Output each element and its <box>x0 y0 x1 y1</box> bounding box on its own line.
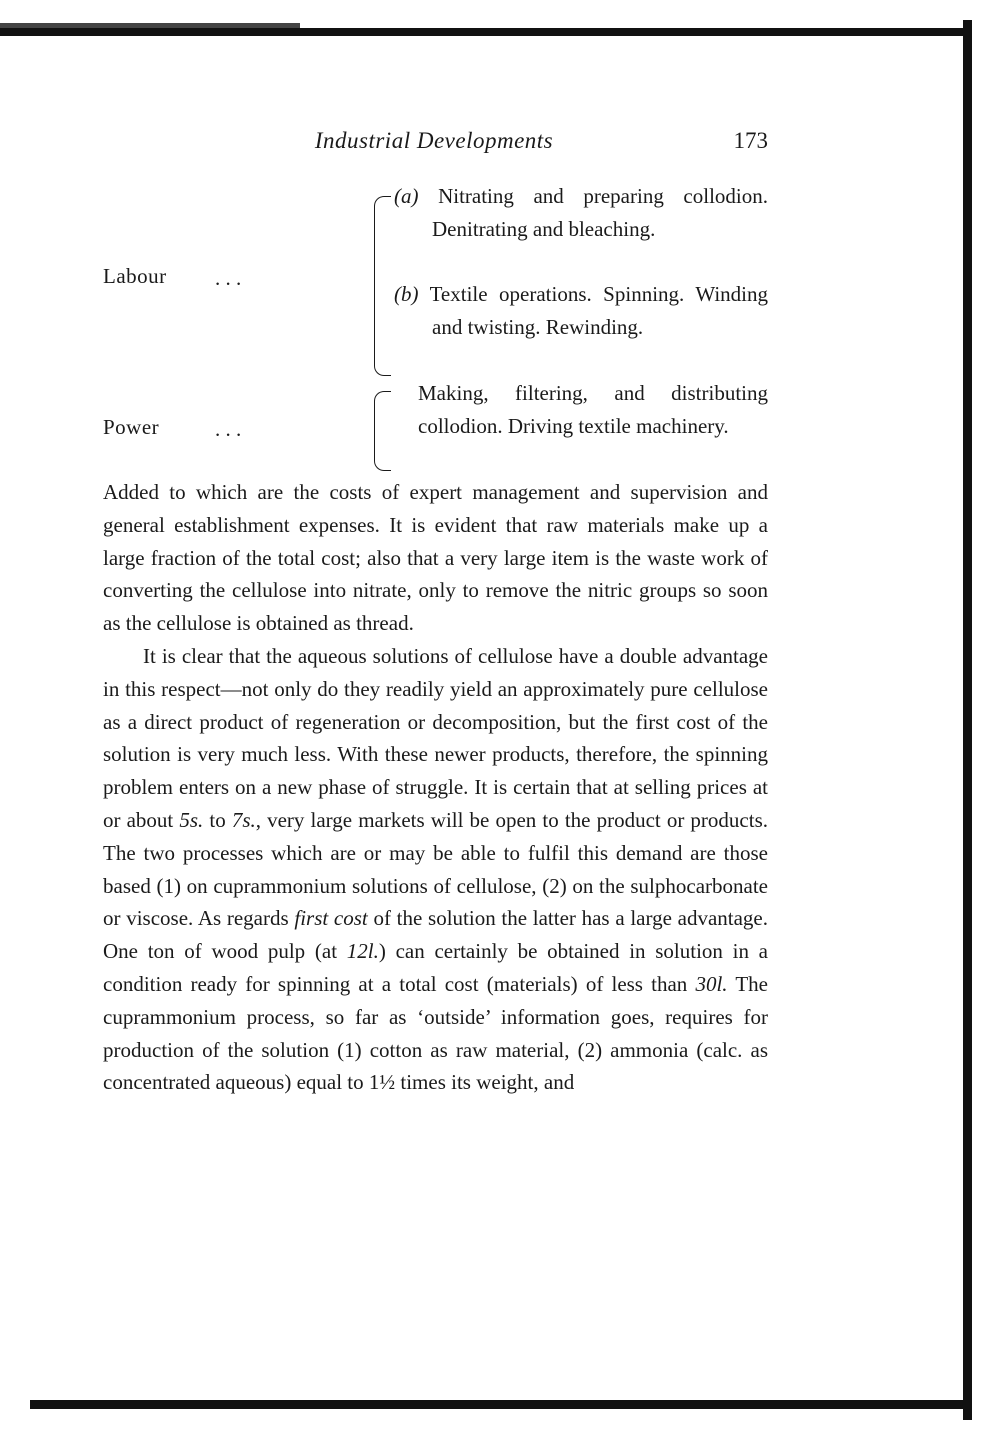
labour-row <box>103 180 768 380</box>
page-number: 173 <box>733 128 768 153</box>
power-text-body: Making, filtering, and distributing collodion. Driving textile machinery. <box>418 381 768 438</box>
first-cost-emphasis: first cost <box>294 906 368 931</box>
body-text <box>103 476 768 1099</box>
labour-item-b <box>394 278 768 343</box>
pulp-price: 12l. <box>346 939 379 964</box>
scan-border-top <box>0 28 972 36</box>
p2-part-d: ) can certainly be obtained in solution in a condition ready for spinning at a total cost (materials) of less than <box>103 939 769 996</box>
power-dots: . . . <box>215 417 242 441</box>
power-text <box>394 377 768 442</box>
labour-item-a-text: Nitrating and preparing collodion. Denitrating and bleaching. <box>432 184 768 241</box>
power-brace <box>374 391 391 471</box>
labour-label: Labour <box>103 264 167 288</box>
power-label: Power <box>103 415 160 439</box>
labour-dots: . . . <box>215 266 242 290</box>
power-row <box>103 377 768 477</box>
paragraph-1: Added to which are the costs of expert management and supervision and general establishment expenses. It is evident that raw materials make up a large fraction of the total cost; also that a very large item is the waste work of converting the cellulose into nitrate, only to remove the nitric groups so soon as the cellulose is obtained as thread. <box>103 480 768 636</box>
p2-part-c: of the solution the latter has a large advantage. One ton of wood pulp (at <box>103 906 769 964</box>
scan-border-right <box>963 20 972 1420</box>
price-high: 7s. <box>231 807 256 832</box>
paragraph-2 <box>103 640 768 1099</box>
p2-part-f: times its weight, and <box>395 1070 575 1095</box>
total-cost: 30l. <box>695 971 728 996</box>
page-header <box>100 128 768 160</box>
labour-item-a <box>394 180 768 245</box>
p2-to: to <box>203 807 232 832</box>
p2-part-e: The cuprammonium process, so far as ‘outside’ information goes, requires for production of the solution (1) cotton as raw material, (2) ammonia (calc. as concentrated aqueous) equal to <box>103 971 768 1095</box>
labour-item-a-marker: (a) <box>394 184 419 208</box>
scan-border-bottom <box>30 1400 970 1409</box>
price-low: 5s. <box>179 807 204 832</box>
labour-brace <box>374 196 391 376</box>
p2-part-b: , very large markets will be open to the product or products. The two processes which are or may be able to fulfil this demand are those based (1) on cuprammonium solutions of cellulose, (2) on the sulphocarbonate or viscose. As regards <box>103 807 768 931</box>
ammonia-ratio: 1½ <box>368 1070 396 1095</box>
labour-item-b-text: Textile operations. Spinning. Winding and twisting. Rewinding. <box>429 282 768 339</box>
labour-item-b-marker: (b) <box>394 282 419 306</box>
p2-part-a: It is clear that the aqueous solutions of cellulose have a double advantage in this respect—not only do they readily yield an approximately pure cellulose as a direct product of regeneration or decomposition, but the first cost of the solution is very much less. With these newer products, therefore, the spinning problem enters on a new phase of struggle. It is certain that at selling prices at or about <box>103 643 768 832</box>
running-title: Industrial Developments <box>314 128 554 153</box>
